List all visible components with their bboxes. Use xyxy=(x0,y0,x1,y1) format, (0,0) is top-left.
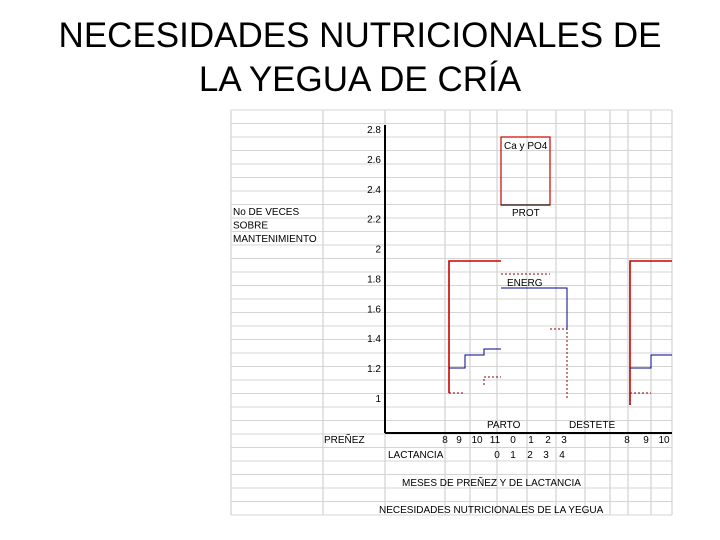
slide-title-line-2: LA YEGUA DE CRÍA xyxy=(198,60,522,99)
x-prenez-tick: 1 xyxy=(528,435,534,446)
chart-labels xyxy=(233,125,670,516)
x-axis-title: MESES DE PREÑEZ Y DE LACTANCIA xyxy=(402,478,581,489)
x-prenez-tick: 10 xyxy=(471,435,483,446)
x-prenez-tick: 9 xyxy=(643,435,649,446)
x-prenez-tick: 8 xyxy=(624,435,630,446)
annotation-energ: ENERG xyxy=(507,278,543,289)
x-prenez-tick: 0 xyxy=(510,435,516,446)
x-prenez-tick: 3 xyxy=(561,435,567,446)
y-tick-label: 2.8 xyxy=(367,125,381,136)
y-tick-label: 1.4 xyxy=(367,334,381,346)
annotation-ca-po4: Ca y PO4 xyxy=(504,141,548,152)
y-axis-label-line: MANTENIMIENTO xyxy=(233,234,317,245)
series-dashed-5 xyxy=(630,393,651,405)
y-tick-label: 2 xyxy=(375,244,381,256)
annotation-destete: DESTETE xyxy=(569,420,616,431)
y-tick-label: 1 xyxy=(375,394,381,405)
x-prenez-tick: 9 xyxy=(456,435,462,446)
series-dashed-2 xyxy=(484,377,501,385)
series-prot-blue-2 xyxy=(501,288,567,330)
y-axis-label-line: SOBRE xyxy=(233,220,269,232)
x-prenez-tick: 8 xyxy=(442,435,448,446)
y-tick-label: 1.8 xyxy=(367,274,381,286)
x-prenez-tick: 2 xyxy=(545,435,551,446)
y-tick-label: 1.6 xyxy=(367,304,381,316)
x-lactancia-tick: 3 xyxy=(543,450,549,461)
x-row-label-prenez: PREÑEZ xyxy=(324,435,365,446)
x-row-label-lactancia: LACTANCIA xyxy=(388,450,444,461)
series-energy-red-1 xyxy=(449,261,501,393)
y-tick-label: 2.2 xyxy=(367,214,381,226)
x-lactancia-tick: 2 xyxy=(527,450,533,461)
y-tick-label: 2.6 xyxy=(367,154,381,166)
y-tick-label: 1.2 xyxy=(367,364,381,376)
slide-title-line-1: NECESIDADES NUTRICIONALES DE xyxy=(58,16,662,55)
annotation-parto: PARTO xyxy=(487,420,521,431)
x-lactancia-tick: 1 xyxy=(510,450,516,461)
chart-grid xyxy=(231,110,672,515)
y-tick-label: 2.4 xyxy=(367,184,381,196)
x-lactancia-tick: 4 xyxy=(559,450,565,461)
series-prot-blue-1 xyxy=(449,349,501,368)
x-prenez-tick: 10 xyxy=(658,435,670,446)
chart-footer: NECESIDADES NUTRICIONALES DE LA YEGUA xyxy=(379,505,604,516)
annotation-prot: PROT xyxy=(512,208,540,219)
x-lactancia-tick: 0 xyxy=(494,450,500,461)
y-axis-label-line: No DE VECES xyxy=(233,207,300,218)
x-prenez-tick: 11 xyxy=(489,435,501,446)
